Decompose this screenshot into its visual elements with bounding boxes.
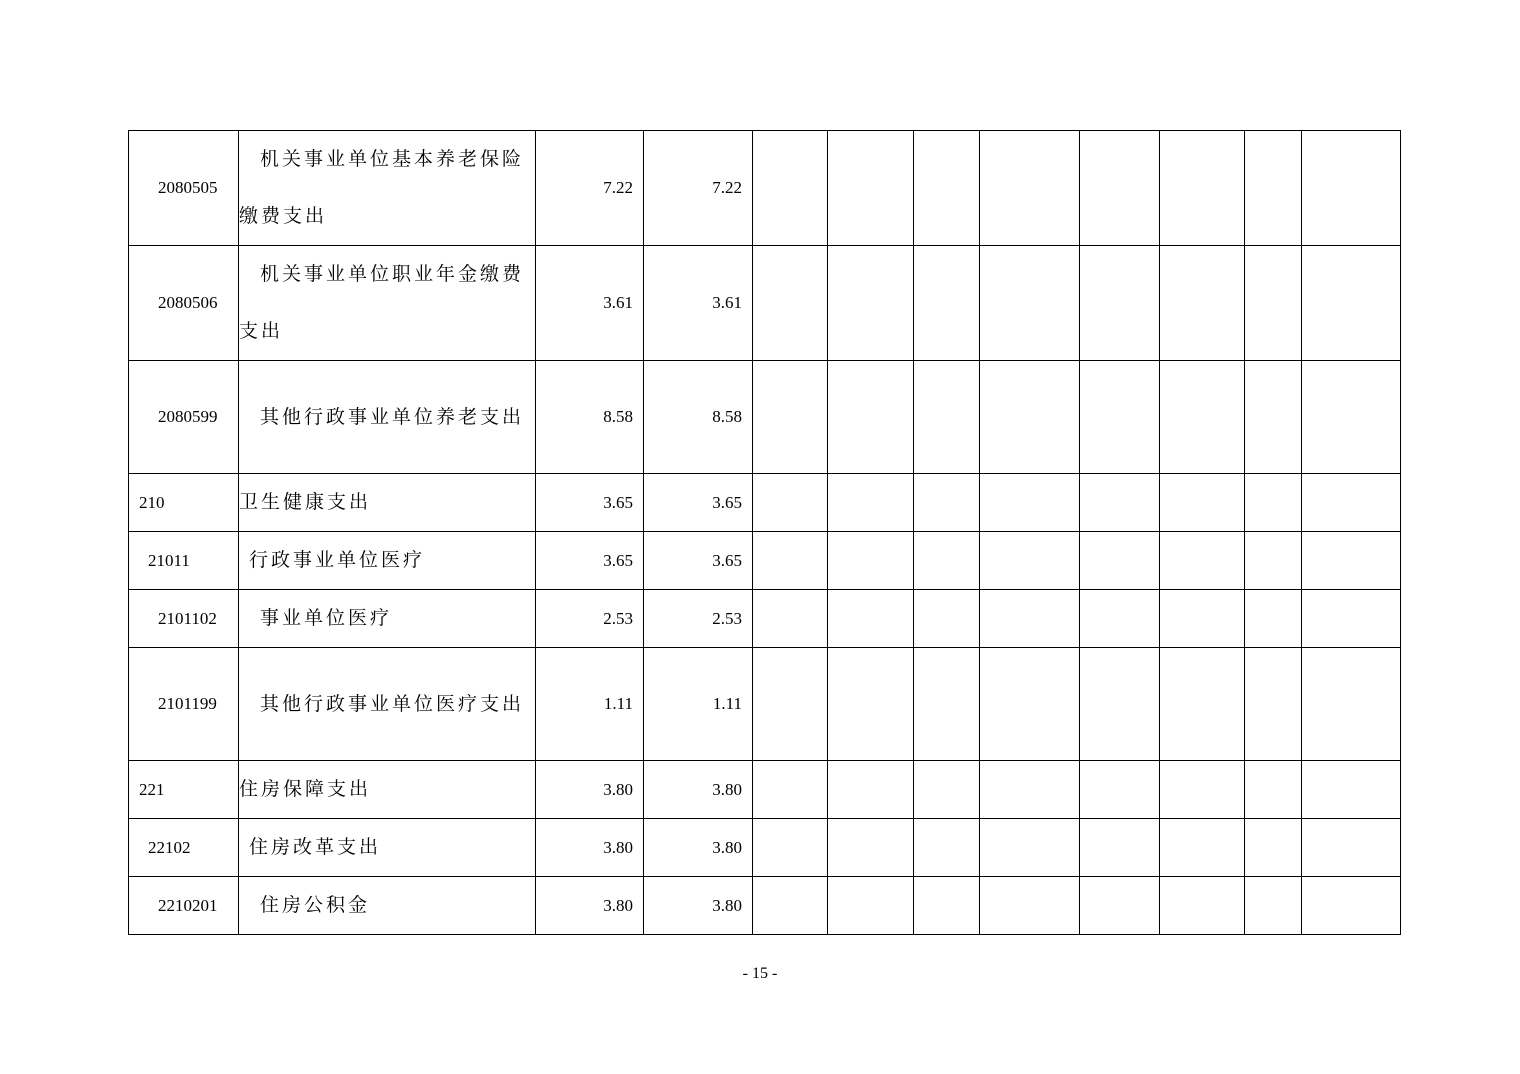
total-amount-cell: 3.80 <box>536 819 644 877</box>
basic-amount-cell: 3.65 <box>644 474 753 532</box>
empty-cell <box>1080 761 1160 819</box>
subject-name-cell: 事业单位医疗 <box>239 590 536 648</box>
empty-cell <box>828 532 914 590</box>
empty-cell <box>1160 246 1245 361</box>
subject-code-cell: 2101199 <box>129 648 239 761</box>
total-amount-cell: 3.61 <box>536 246 644 361</box>
empty-cell <box>1160 648 1245 761</box>
empty-cell <box>980 590 1080 648</box>
subject-code-cell: 210 <box>129 474 239 532</box>
empty-cell <box>753 761 828 819</box>
empty-cell <box>1080 246 1160 361</box>
subject-code-cell: 2101102 <box>129 590 239 648</box>
page-number: - 15 - <box>742 965 778 982</box>
empty-cell <box>753 877 828 935</box>
basic-amount-cell: 1.11 <box>644 648 753 761</box>
empty-cell <box>1080 819 1160 877</box>
empty-cell <box>1302 761 1401 819</box>
table-row <box>129 590 1401 648</box>
empty-cell <box>1080 648 1160 761</box>
empty-cell <box>980 474 1080 532</box>
empty-cell <box>828 819 914 877</box>
empty-cell <box>1160 761 1245 819</box>
empty-cell <box>1245 532 1302 590</box>
subject-name-cell: 住房改革支出 <box>239 819 536 877</box>
empty-cell <box>1245 819 1302 877</box>
table-row <box>129 246 1401 361</box>
empty-cell <box>980 877 1080 935</box>
subject-name-cell: 其他行政事业单位医疗支出 <box>239 648 536 761</box>
empty-cell <box>753 361 828 474</box>
empty-cell <box>828 590 914 648</box>
budget-table <box>128 130 1401 935</box>
subject-name-cell: 卫生健康支出 <box>239 474 536 532</box>
empty-cell <box>1160 474 1245 532</box>
subject-code-cell: 221 <box>129 761 239 819</box>
basic-amount-cell: 3.61 <box>644 246 753 361</box>
empty-cell <box>1080 361 1160 474</box>
empty-cell <box>1302 131 1401 246</box>
basic-amount-cell: 7.22 <box>644 131 753 246</box>
empty-cell <box>1302 648 1401 761</box>
subject-code-cell: 21011 <box>129 532 239 590</box>
empty-cell <box>980 131 1080 246</box>
empty-cell <box>914 648 980 761</box>
empty-cell <box>753 532 828 590</box>
empty-cell <box>914 361 980 474</box>
subject-name-cell: 机关事业单位职业年金缴费支出 <box>239 246 536 361</box>
subject-code-cell: 2210201 <box>129 877 239 935</box>
empty-cell <box>1302 819 1401 877</box>
table-row <box>129 819 1401 877</box>
empty-cell <box>914 532 980 590</box>
subject-name-cell: 其他行政事业单位养老支出 <box>239 361 536 474</box>
empty-cell <box>753 648 828 761</box>
empty-cell <box>1245 877 1302 935</box>
empty-cell <box>914 590 980 648</box>
empty-cell <box>1160 877 1245 935</box>
total-amount-cell: 8.58 <box>536 361 644 474</box>
empty-cell <box>753 474 828 532</box>
empty-cell <box>1080 532 1160 590</box>
empty-cell <box>1245 361 1302 474</box>
total-amount-cell: 1.11 <box>536 648 644 761</box>
empty-cell <box>914 877 980 935</box>
empty-cell <box>828 131 914 246</box>
total-amount-cell: 3.80 <box>536 877 644 935</box>
empty-cell <box>753 819 828 877</box>
empty-cell <box>828 361 914 474</box>
total-amount-cell: 3.65 <box>536 474 644 532</box>
empty-cell <box>753 590 828 648</box>
empty-cell <box>1160 131 1245 246</box>
empty-cell <box>1302 877 1401 935</box>
empty-cell <box>980 246 1080 361</box>
table-row <box>129 474 1401 532</box>
empty-cell <box>980 761 1080 819</box>
subject-name-cell: 行政事业单位医疗 <box>239 532 536 590</box>
table-row <box>129 761 1401 819</box>
subject-name-cell: 机关事业单位基本养老保险缴费支出 <box>239 131 536 246</box>
basic-amount-cell: 3.80 <box>644 761 753 819</box>
empty-cell <box>1245 131 1302 246</box>
empty-cell <box>1080 131 1160 246</box>
empty-cell <box>1302 474 1401 532</box>
empty-cell <box>1302 361 1401 474</box>
empty-cell <box>980 648 1080 761</box>
empty-cell <box>828 877 914 935</box>
basic-amount-cell: 2.53 <box>644 590 753 648</box>
subject-code-cell: 2080506 <box>129 246 239 361</box>
empty-cell <box>1160 590 1245 648</box>
empty-cell <box>914 131 980 246</box>
empty-cell <box>1245 761 1302 819</box>
subject-name-cell: 住房保障支出 <box>239 761 536 819</box>
total-amount-cell: 3.80 <box>536 761 644 819</box>
empty-cell <box>1245 246 1302 361</box>
subject-code-cell: 2080505 <box>129 131 239 246</box>
table-row <box>129 877 1401 935</box>
empty-cell <box>914 246 980 361</box>
empty-cell <box>1160 532 1245 590</box>
empty-cell <box>980 819 1080 877</box>
total-amount-cell: 2.53 <box>536 590 644 648</box>
empty-cell <box>1080 590 1160 648</box>
empty-cell <box>753 131 828 246</box>
subject-name-cell: 住房公积金 <box>239 877 536 935</box>
budget-table-container <box>128 130 1400 935</box>
table-row <box>129 532 1401 590</box>
table-row <box>129 131 1401 246</box>
empty-cell <box>980 361 1080 474</box>
empty-cell <box>828 648 914 761</box>
empty-cell <box>1160 361 1245 474</box>
empty-cell <box>914 819 980 877</box>
empty-cell <box>1080 877 1160 935</box>
empty-cell <box>1245 590 1302 648</box>
empty-cell <box>828 474 914 532</box>
subject-code-cell: 22102 <box>129 819 239 877</box>
empty-cell <box>914 474 980 532</box>
total-amount-cell: 3.65 <box>536 532 644 590</box>
table-body <box>129 131 1401 935</box>
empty-cell <box>753 246 828 361</box>
empty-cell <box>828 761 914 819</box>
table-row <box>129 361 1401 474</box>
empty-cell <box>1302 590 1401 648</box>
empty-cell <box>828 246 914 361</box>
table-row <box>129 648 1401 761</box>
basic-amount-cell: 3.65 <box>644 532 753 590</box>
empty-cell <box>1245 474 1302 532</box>
basic-amount-cell: 3.80 <box>644 877 753 935</box>
total-amount-cell: 7.22 <box>536 131 644 246</box>
basic-amount-cell: 3.80 <box>644 819 753 877</box>
empty-cell <box>1302 532 1401 590</box>
subject-code-cell: 2080599 <box>129 361 239 474</box>
empty-cell <box>914 761 980 819</box>
empty-cell <box>1245 648 1302 761</box>
empty-cell <box>980 532 1080 590</box>
empty-cell <box>1160 819 1245 877</box>
empty-cell <box>1302 246 1401 361</box>
basic-amount-cell: 8.58 <box>644 361 753 474</box>
empty-cell <box>1080 474 1160 532</box>
